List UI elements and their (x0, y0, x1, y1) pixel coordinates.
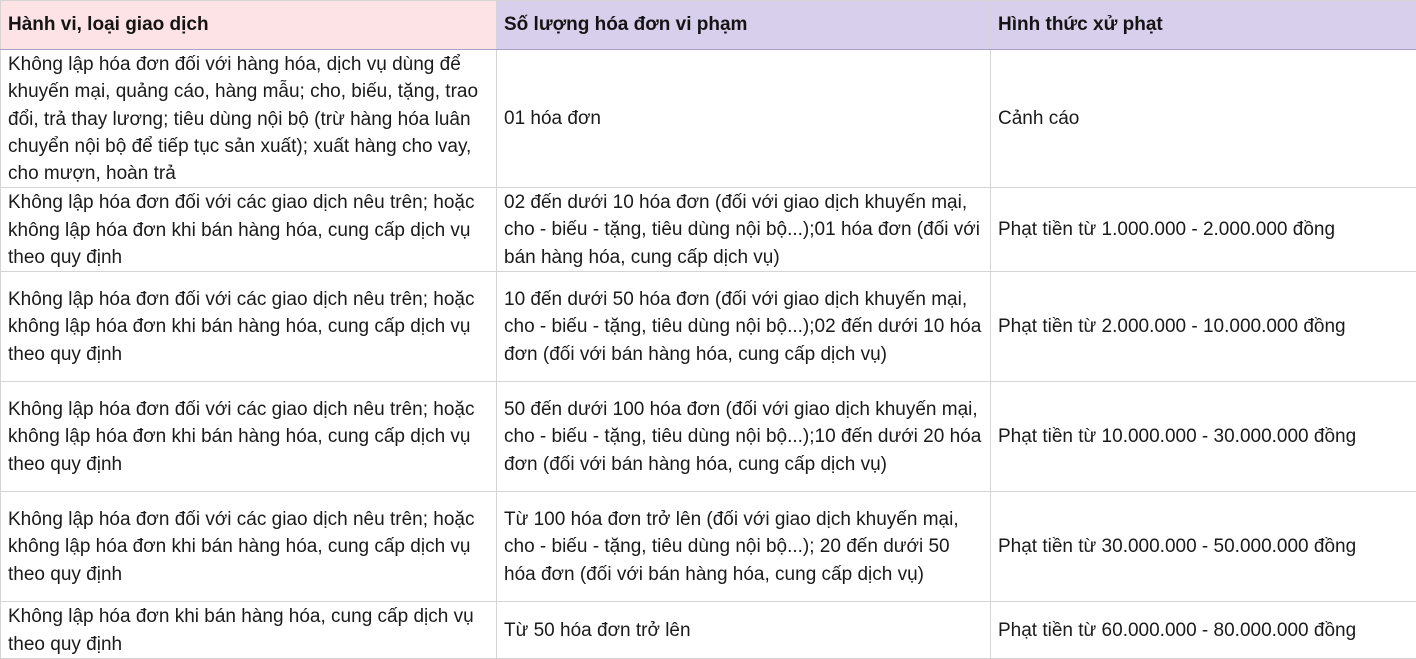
table-row (1, 492, 1416, 602)
cell-penalty: Cảnh cáo (991, 50, 1416, 188)
cell-behavior: Không lập hóa đơn đối với các giao dịch nêu trên; hoặc không lập hóa đơn khi bán hàng hóa, cung cấp dịch vụ theo quy định (1, 188, 497, 272)
cell-penalty: Phạt tiền từ 30.000.000 - 50.000.000 đồng (991, 492, 1416, 602)
cell-quantity: Từ 50 hóa đơn trở lên (497, 602, 991, 659)
cell-penalty: Phạt tiền từ 2.000.000 - 10.000.000 đồng (991, 272, 1416, 382)
header-quantity: Số lượng hóa đơn vi phạm (497, 1, 991, 50)
cell-quantity: Từ 100 hóa đơn trở lên (đối với giao dịch khuyến mại, cho - biếu - tặng, tiêu dùng nội bộ...); 20 đến dưới 50 hóa đơn (đối với bán hàng hóa, cung cấp dịch vụ) (497, 492, 991, 602)
table-row (1, 602, 1416, 659)
cell-quantity: 01 hóa đơn (497, 50, 991, 188)
cell-behavior: Không lập hóa đơn đối với các giao dịch nêu trên; hoặc không lập hóa đơn khi bán hàng hóa, cung cấp dịch vụ theo quy định (1, 382, 497, 492)
cell-behavior: Không lập hóa đơn đối với hàng hóa, dịch vụ dùng để khuyến mại, quảng cáo, hàng mẫu; cho, biếu, tặng, trao đổi, trả thay lương; tiêu dùng nội bộ (trừ hàng hóa luân chuyển nội bộ để tiếp tục sản xuất); xuất hàng cho vay, cho mượn, hoàn trả (1, 50, 497, 188)
table-row (1, 50, 1416, 188)
cell-quantity: 02 đến dưới 10 hóa đơn (đối với giao dịch khuyến mại, cho - biếu - tặng, tiêu dùng nội bộ...);01 hóa đơn (đối với bán hàng hóa, cung cấp dịch vụ) (497, 188, 991, 272)
cell-penalty: Phạt tiền từ 1.000.000 - 2.000.000 đồng (991, 188, 1416, 272)
cell-behavior: Không lập hóa đơn đối với các giao dịch nêu trên; hoặc không lập hóa đơn khi bán hàng hóa, cung cấp dịch vụ theo quy định (1, 272, 497, 382)
header-penalty: Hình thức xử phạt (991, 1, 1416, 50)
header-behavior: Hành vi, loại giao dịch (1, 1, 497, 50)
cell-behavior: Không lập hóa đơn khi bán hàng hóa, cung cấp dịch vụ theo quy định (1, 602, 497, 659)
cell-penalty: Phạt tiền từ 10.000.000 - 30.000.000 đồng (991, 382, 1416, 492)
cell-behavior: Không lập hóa đơn đối với các giao dịch nêu trên; hoặc không lập hóa đơn khi bán hàng hóa, cung cấp dịch vụ theo quy định (1, 492, 497, 602)
cell-quantity: 50 đến dưới 100 hóa đơn (đối với giao dịch khuyến mại, cho - biếu - tặng, tiêu dùng nội bộ...);10 đến dưới 20 hóa đơn (đối với bán hàng hóa, cung cấp dịch vụ) (497, 382, 991, 492)
cell-quantity: 10 đến dưới 50 hóa đơn (đối với giao dịch khuyến mại, cho - biếu - tặng, tiêu dùng nội bộ...);02 đến dưới 10 hóa đơn (đối với bán hàng hóa, cung cấp dịch vụ) (497, 272, 991, 382)
table-row (1, 272, 1416, 382)
cell-penalty: Phạt tiền từ 60.000.000 - 80.000.000 đồng (991, 602, 1416, 659)
table-row (1, 382, 1416, 492)
header-row (1, 1, 1416, 50)
table-row (1, 188, 1416, 272)
